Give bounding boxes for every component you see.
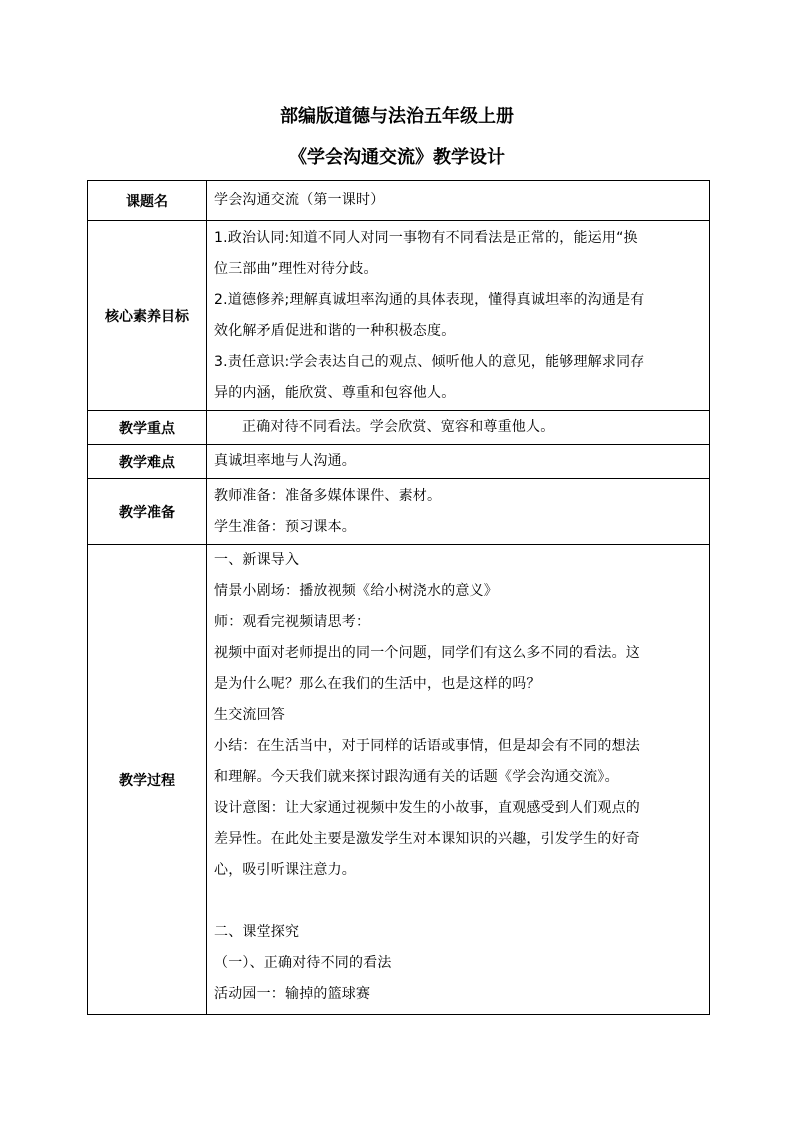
process-line: 设计意图：让大家通过视频中发生的小故事，直观感受到人们观点的 xyxy=(214,800,640,816)
process-line: （一）、正确对待不同的看法 xyxy=(214,955,392,971)
table-row-core-goals xyxy=(88,221,710,411)
core-goal-line: 2.道德修养;理解真诚坦率沟通的具体表现，懂得真诚坦率的沟通是有 xyxy=(214,291,645,308)
table-row-topic xyxy=(88,181,710,221)
table-row-difficulty xyxy=(88,445,710,479)
core-goal-line: 异的内涵，能欣赏、尊重和包容他人。 xyxy=(214,384,456,401)
row-label-core-goals: 核心素养目标 xyxy=(88,221,207,411)
process-line: 活动园一：输掉的篮球赛 xyxy=(214,986,371,1002)
key-point-text: 正确对待不同看法。学会欣赏、宽容和尊重他人。 xyxy=(242,419,555,435)
process-line: 心，吸引听课注意力。 xyxy=(214,862,356,878)
lesson-plan-table xyxy=(87,180,710,1015)
difficulty-text: 真诚坦率地与人沟通。 xyxy=(214,453,356,469)
process-line: 小结：在生活当中，对于同样的话语或事情，但是却会有不同的想法 xyxy=(214,738,640,754)
table-row-preparation xyxy=(88,479,710,545)
process-line: 二、课堂探究 xyxy=(214,924,300,940)
row-label-process: 教学过程 xyxy=(88,545,207,1015)
process-line: 视频中面对老师提出的同一个问题，同学们有这么多不同的看法。这 xyxy=(214,645,640,661)
process-line: 生交流回答 xyxy=(214,707,285,723)
process-content xyxy=(207,545,710,1015)
table-row-key-point xyxy=(88,411,710,445)
process-line: 是为什么呢？那么在我们的生活中，也是这样的吗？ xyxy=(214,676,541,692)
process-line: 师：观看完视频请思考： xyxy=(214,614,371,630)
row-label-preparation: 教学准备 xyxy=(88,479,207,545)
core-goal-line: 3.责任意识:学会表达自己的观点、倾听他人的意见，能够理解求同存 xyxy=(214,353,645,370)
process-blank-line xyxy=(214,886,703,917)
preparation-line: 学生准备：预习课本。 xyxy=(214,518,356,535)
process-line: 和理解。今天我们就来探讨跟沟通有关的话题《学会沟通交流》。 xyxy=(214,769,619,785)
core-goals-content xyxy=(207,221,710,411)
key-point-value xyxy=(207,411,710,445)
process-line: 一、新课导入 xyxy=(214,552,300,568)
topic-text: 学会沟通交流（第一课时） xyxy=(214,192,385,208)
row-label-difficulty: 教学难点 xyxy=(88,445,207,479)
table-row-process xyxy=(88,545,710,1015)
row-label-key-point: 教学重点 xyxy=(88,411,207,445)
core-goal-line: 位三部曲”理性对待分歧。 xyxy=(214,260,378,277)
difficulty-value xyxy=(207,445,710,479)
document-title: 部编版道德与法治五年级上册 xyxy=(280,106,514,127)
row-label-topic: 课题名 xyxy=(88,181,207,221)
topic-value xyxy=(207,181,710,221)
process-line: 情景小剧场：播放视频《给小树浇水的意义》 xyxy=(214,583,498,599)
document-subtitle: 《学会沟通交流》教学设计 xyxy=(289,147,505,168)
preparation-content xyxy=(207,479,710,545)
core-goal-line: 效化解矛盾促进和谐的一种积极态度。 xyxy=(214,322,456,339)
core-goal-line: 1.政治认同:知道不同人对同一事物有不同看法是正常的，能运用“换 xyxy=(214,229,638,246)
preparation-line: 教师准备：准备多媒体课件、素材。 xyxy=(214,487,442,504)
process-line: 差异性。在此处主要是激发学生对本课知识的兴趣，引发学生的好奇 xyxy=(214,831,640,847)
